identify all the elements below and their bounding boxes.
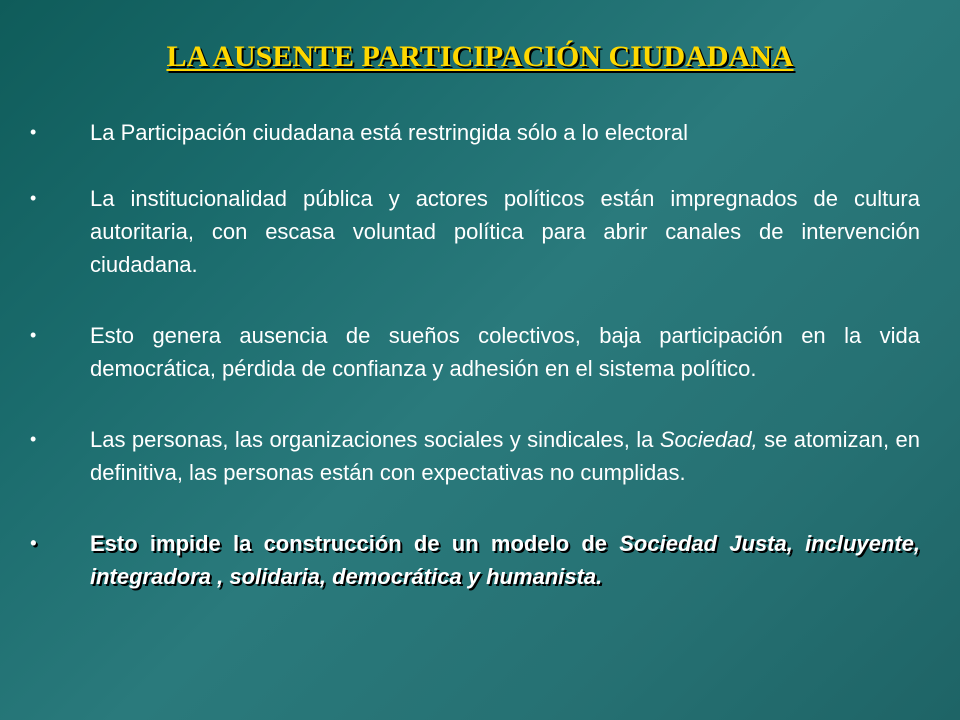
bullet-text-upright: Esto impide la construcción de un modelo de [90,531,620,556]
bullet-item-emphasis [30,527,920,593]
bullet-dot-icon: • [30,429,37,449]
bullet-dot-icon: • [30,325,37,345]
bullet-item [30,116,920,149]
bullet-list [30,116,920,593]
bullet-text-after: se atomizan, en definitiva, las personas están con expectativas no cumplidas. [90,427,920,485]
bullet-dot-icon: • [30,533,37,553]
bullet-item [30,182,920,281]
bullet-dot-icon: • [30,122,37,142]
bullet-text-italic: Sociedad Justa, incluyente, integradora , solidaria, democrática y humanista. [90,531,920,589]
bullet-text: La institucionalidad pública y actores políticos están impregnados de cultura autoritaria, con escasa voluntad política para abrir canales de intervención ciudadana. [90,186,920,277]
bullet-text-italic: Sociedad, [659,427,758,452]
bullet-item [30,319,920,385]
bullet-text: La Participación ciudadana está restringida sólo a lo electoral [90,120,689,145]
bullet-text: Esto genera ausencia de sueños colectivos, baja participación en la vida democrática, pérdida de confianza y adhesión en el sistema político. [90,323,920,381]
bullet-item [30,423,920,489]
bullet-dot-icon: • [30,188,37,208]
slide-title: LA AUSENTE PARTICIPACIÓN CIUDADANA [166,40,794,73]
bullet-text-before: Las personas, las organizaciones sociales y sindicales, la [90,427,660,452]
